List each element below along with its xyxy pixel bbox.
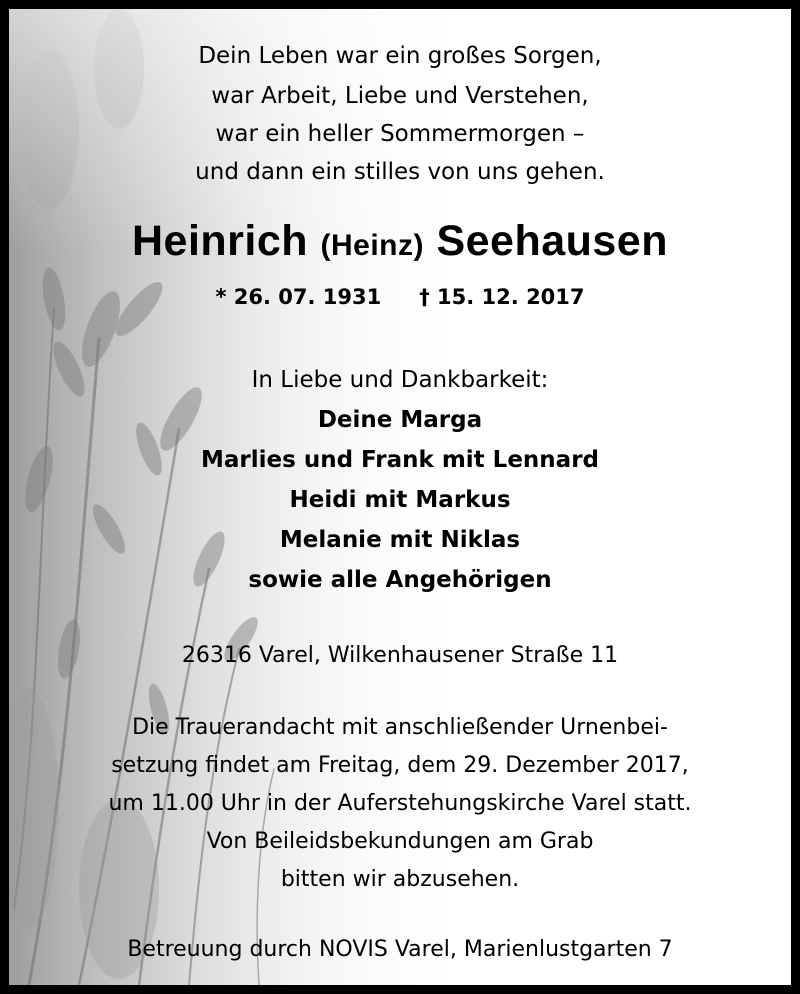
service-line-4: Von Beileidsbekundungen am Grab bbox=[206, 829, 594, 854]
deceased-name bbox=[9, 217, 791, 266]
last-name: Seehausen bbox=[436, 217, 668, 265]
nickname: (Heinz) bbox=[320, 229, 424, 262]
service-line-5: bitten wir abzusehen. bbox=[280, 867, 520, 892]
mourner-name: Marlies und Frank mit Lennard bbox=[201, 447, 599, 473]
verse-line-1: Dein Leben war ein großes Sorgen, bbox=[198, 43, 602, 69]
verse-line-4: und dann ein stilles von uns gehen. bbox=[195, 159, 605, 185]
service-line-3: um 11.00 Uhr in der Auferstehungskirche Varel statt. bbox=[108, 791, 692, 816]
first-name: Heinrich bbox=[131, 217, 309, 265]
mourner-name: Heidi mit Markus bbox=[289, 487, 511, 513]
mourner-name: Melanie mit Niklas bbox=[279, 527, 521, 553]
service-line-2: setzung findet am Freitag, dem 29. Dezember 2017, bbox=[111, 753, 689, 778]
service-line-1: Die Trauerandacht mit anschließender Urnenbei- bbox=[132, 715, 668, 740]
death-date: † 15. 12. 2017 bbox=[419, 285, 585, 309]
mourner-name: sowie alle Angehörigen bbox=[248, 567, 552, 593]
verse-line-3: war ein heller Sommermorgen – bbox=[215, 121, 585, 147]
undertaker-line: Betreuung durch NOVIS Varel, Marienlustgarten 7 bbox=[127, 937, 673, 962]
verse-line-2: war Arbeit, Liebe und Verstehen, bbox=[211, 83, 589, 109]
birth-date: * 26. 07. 1931 bbox=[215, 285, 382, 309]
mourner-name: Deine Marga bbox=[317, 407, 483, 433]
mourners-intro: In Liebe und Dankbarkeit: bbox=[251, 367, 549, 393]
life-dates bbox=[9, 285, 791, 309]
mourner-address: 26316 Varel, Wilkenhausener Straße 11 bbox=[181, 643, 619, 668]
